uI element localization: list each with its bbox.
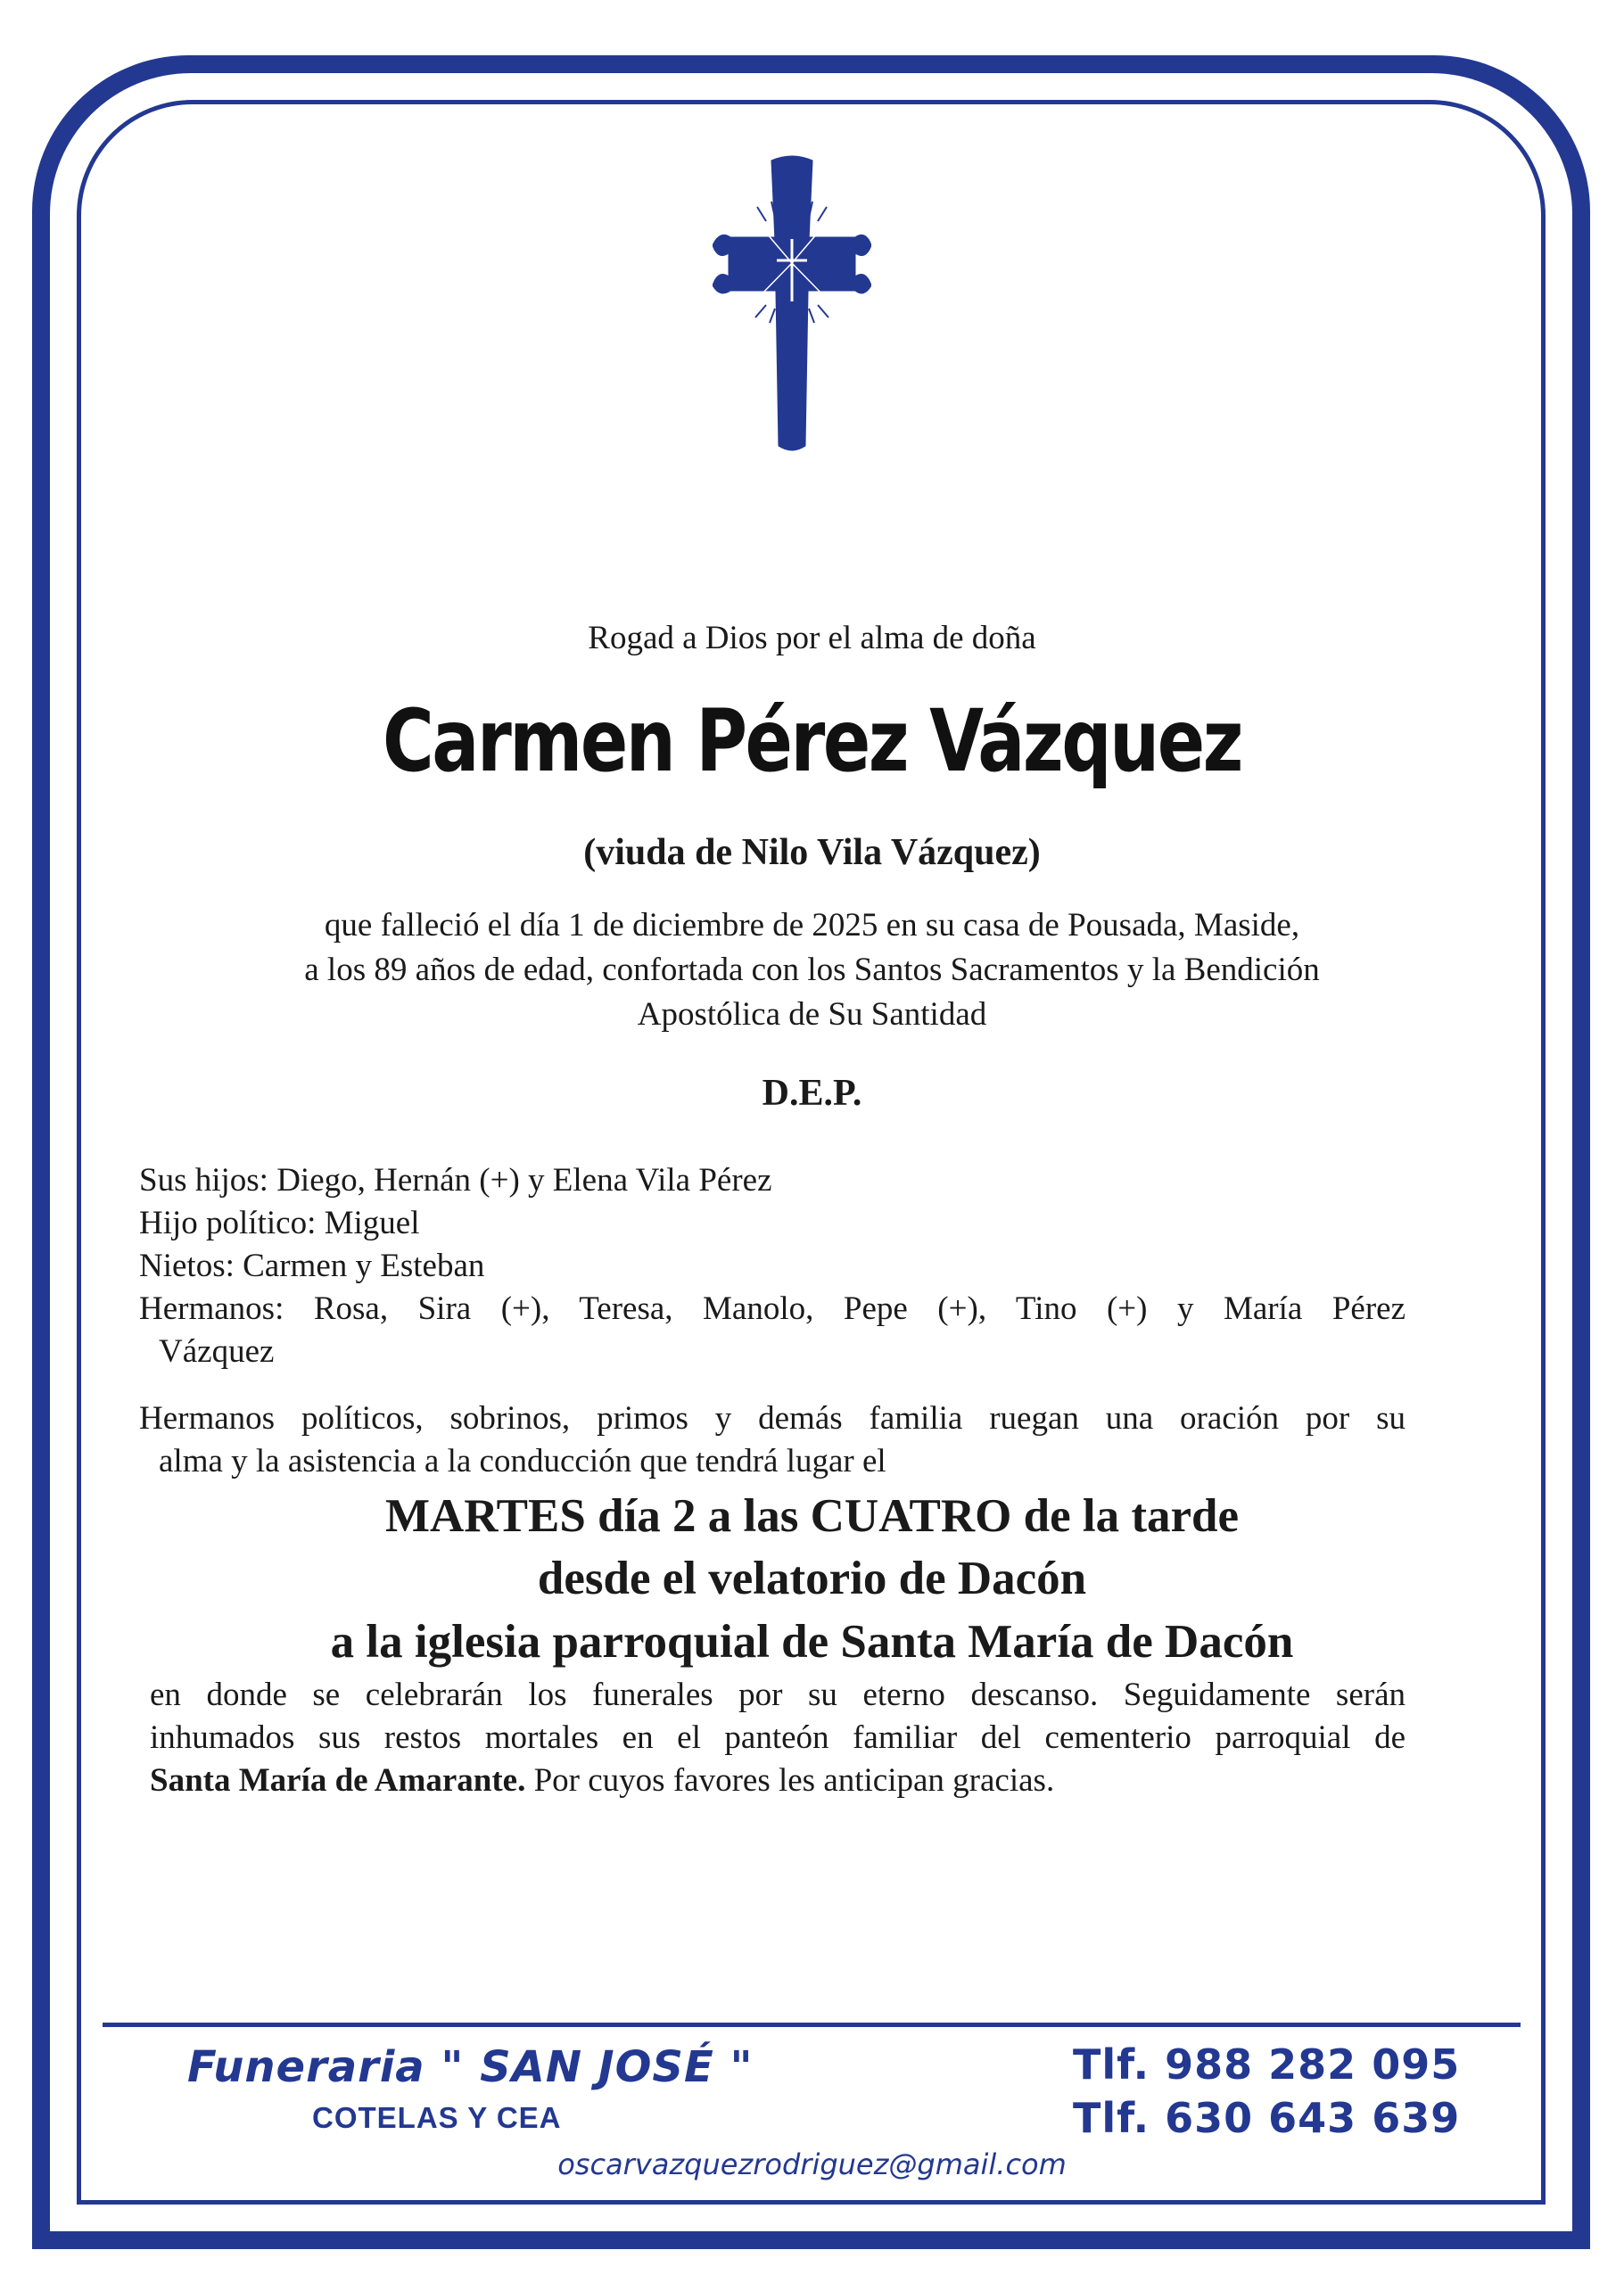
family-grandchildren: Nietos: Carmen y Esteban bbox=[139, 1248, 485, 1284]
phone-2[interactable]: Tlf. 630 643 639 bbox=[1073, 2094, 1461, 2142]
funeral-home-location: COTELAS Y CEA bbox=[312, 2101, 562, 2134]
family-children: Sus hijos: Diego, Hernán (+) y Elena Vila Pérez bbox=[139, 1162, 772, 1199]
closing-line-3 bbox=[150, 1760, 1406, 1802]
dep-text: D.E.P. bbox=[762, 1073, 862, 1114]
conduct-paragraph bbox=[139, 1397, 1406, 1483]
funeral-home-name: Funeraria " SAN JOSÉ " bbox=[187, 2042, 754, 2092]
phone-1[interactable]: Tlf. 988 282 095 bbox=[1073, 2040, 1461, 2089]
closing-line-1: en donde se celebrarán los funerales por su eterno descanso. Seguidamente serán bbox=[150, 1677, 1406, 1713]
footer-divider bbox=[103, 2023, 1521, 2027]
widow-line: (viuda de Nilo Vila Vázquez) bbox=[583, 832, 1041, 873]
family-son-in-law: Hijo político: Miguel bbox=[139, 1205, 420, 1241]
ceremony-line-2: desde el velatorio de Dacón bbox=[537, 1553, 1087, 1604]
details-line-2: a los 89 años de edad, confortada con los Santos Sacramentos y la Bendición bbox=[304, 952, 1320, 988]
family-siblings-line-1: Hermanos: Rosa, Sira (+), Teresa, Manolo, Pepe (+), Tino (+) y María Pérez bbox=[139, 1290, 1406, 1327]
ceremony-line-3: a la iglesia parroquial de Santa María de Dacón bbox=[330, 1616, 1294, 1668]
conduct-line-2: alma y la asistencia a la conducción que tendrá lugar el bbox=[159, 1443, 886, 1479]
contact-email[interactable]: oscarvazquezrodriguez@gmail.com bbox=[557, 2147, 1067, 2181]
closing-line-2: inhumados sus restos mortales en el panteón familiar del cementerio parroquial de bbox=[150, 1719, 1406, 1756]
details-line-1: que falleció el día 1 de diciembre de 2025 en su casa de Pousada, Maside, bbox=[324, 907, 1300, 944]
deceased-name: Carmen Pérez Vázquez bbox=[382, 691, 1242, 791]
radiant-cross-icon bbox=[713, 152, 871, 455]
family-list bbox=[139, 1159, 1406, 1373]
details-line-3: Apostólica de Su Santidad bbox=[637, 996, 987, 1033]
family-siblings-line-2: Vázquez bbox=[159, 1333, 275, 1370]
ceremony-line-1: MARTES día 2 a las CUATRO de la tarde bbox=[384, 1490, 1240, 1542]
closing-thanks: Por cuyos favores les anticipan gracias. bbox=[525, 1762, 1055, 1799]
closing-paragraph bbox=[150, 1674, 1406, 1802]
death-details bbox=[0, 903, 1624, 1037]
burial-place: Santa María de Amarante. bbox=[150, 1762, 526, 1799]
intro-text: Rogad a Dios por el alma de doña bbox=[588, 620, 1036, 656]
conduct-line-1: Hermanos políticos, sobrinos, primos y demás familia ruegan una oración por su bbox=[139, 1400, 1406, 1437]
